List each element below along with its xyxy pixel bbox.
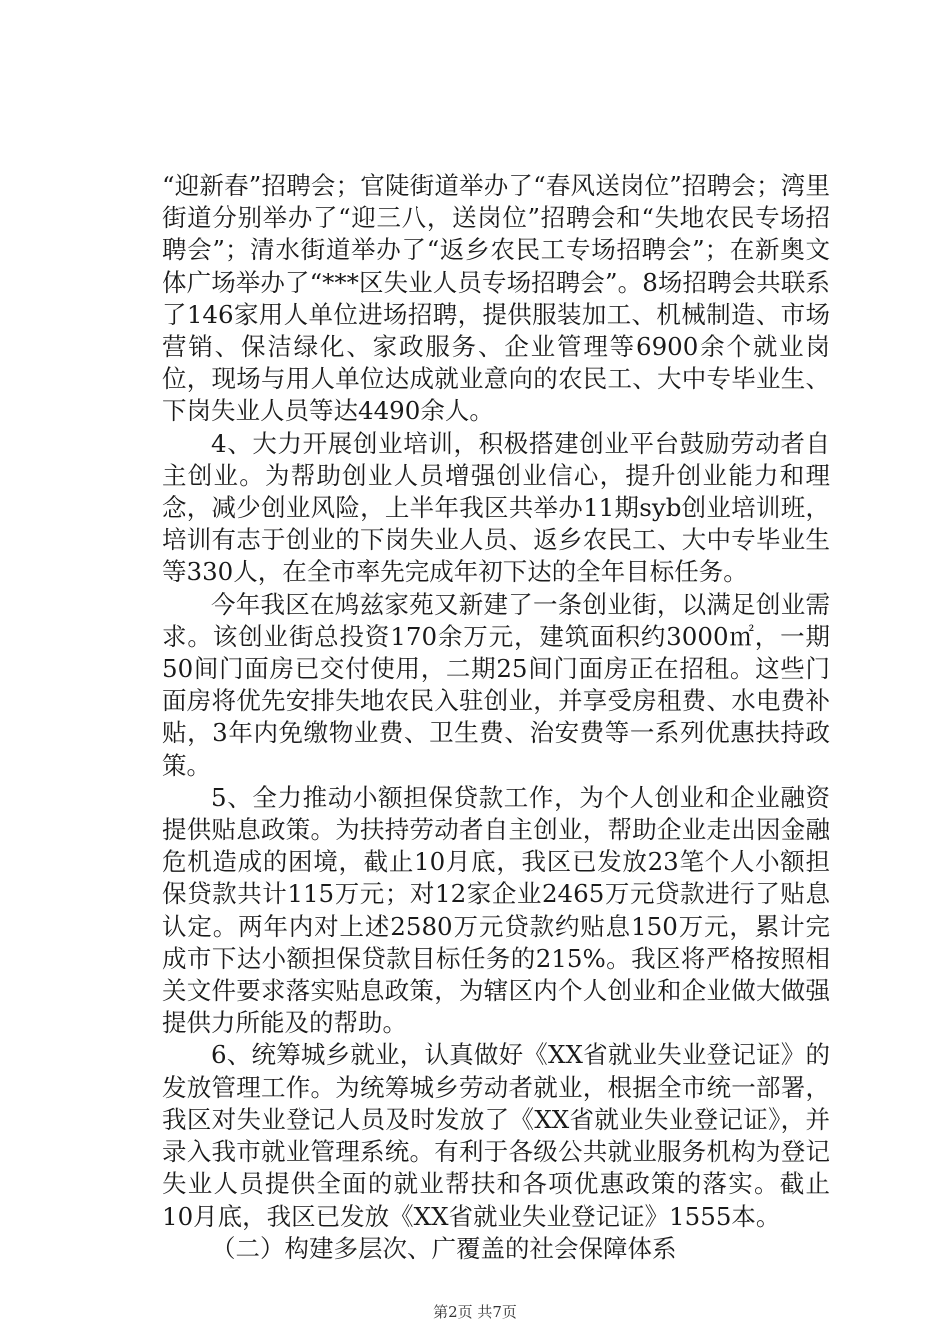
paragraph-recruitment-fairs: “迎新春”招聘会；官陡街道举办了“春风送岗位”招聘会；湾里街道分别举办了“迎三八，送岗位”招聘会和“失地农民专场招聘会”；清水街道举办了“返乡农民工专场招聘会”；在新奥文体广场举办了“***区失业人员专场招聘会”。8场招聘会共联系了146家用人单位进场招聘，提供服装加工、机械制造、市场营销、保洁绿化、家政服务、企业管理等6900余个就业岗位，现场与用人单位达成就业意向的农民工、大中专毕业生、下岗失业人员等达4490余人。 (162, 171, 830, 426)
page-number-footer: 第2页 共7页 (433, 1303, 517, 1321)
section-heading-social-security: （二）构建多层次、广覆盖的社会保障体系 (211, 1233, 677, 1263)
paragraph-guaranteed-loans: 5、全力推动小额担保贷款工作，为个人创业和企业融资提供贴息政策。为扶持劳动者自主创业，帮助企业走出因金融危机造成的困境，截止10月底，我区已发放23笔个人小额担保贷款共计115万元；对12家企业2465万元贷款进行了贴息认定。两年内对上述2580万元贷款约贴息150万元，累计完成市下达小额担保贷款目标任务的215%。我区将严格按照相关文件要求落实贴息政策，为辖区内个人创业和企业做大做强提供力所能及的帮助。 (162, 782, 830, 1038)
paragraph-entrepreneurship-training: 4、大力开展创业培训，积极搭建创业平台鼓励劳动者自主创业。为帮助创业人员增强创业信心，提升创业能力和理念，减少创业风险，上半年我区共举办11期syb创业培训班，培训有志于创业的下岗失业人员、返乡农民工、大中专毕业生等330人，在全市率先完成年初下达的全年目标任务。 (162, 428, 830, 587)
paragraph-entrepreneurship-street: 今年我区在鸠兹家苑又新建了一条创业街，以满足创业需求。该创业街总投资170余万元，建筑面积约3000㎡，一期50间门面房已交付使用，二期25间门面房正在招租。这些门面房将优先安排失地农民入驻创业，并享受房租费、水电费补贴，3年内免缴物业费、卫生费、治安费等一系列优惠扶持政策。 (162, 589, 830, 780)
document-body (162, 170, 830, 1265)
paragraph-employment-registration: 6、统筹城乡就业，认真做好《XX省就业失业登记证》的发放管理工作。为统筹城乡劳动者就业，根据全市统一部署，我区对失业登记人员及时发放了《XX省就业失业登记证》，并录入我市就业管理系统。有利于各级公共就业服务机构为登记失业人员提供全面的就业帮扶和各项优惠政策的落实。截止10月底，我区已发放《XX省就业失业登记证》1555本。 (162, 1040, 830, 1231)
